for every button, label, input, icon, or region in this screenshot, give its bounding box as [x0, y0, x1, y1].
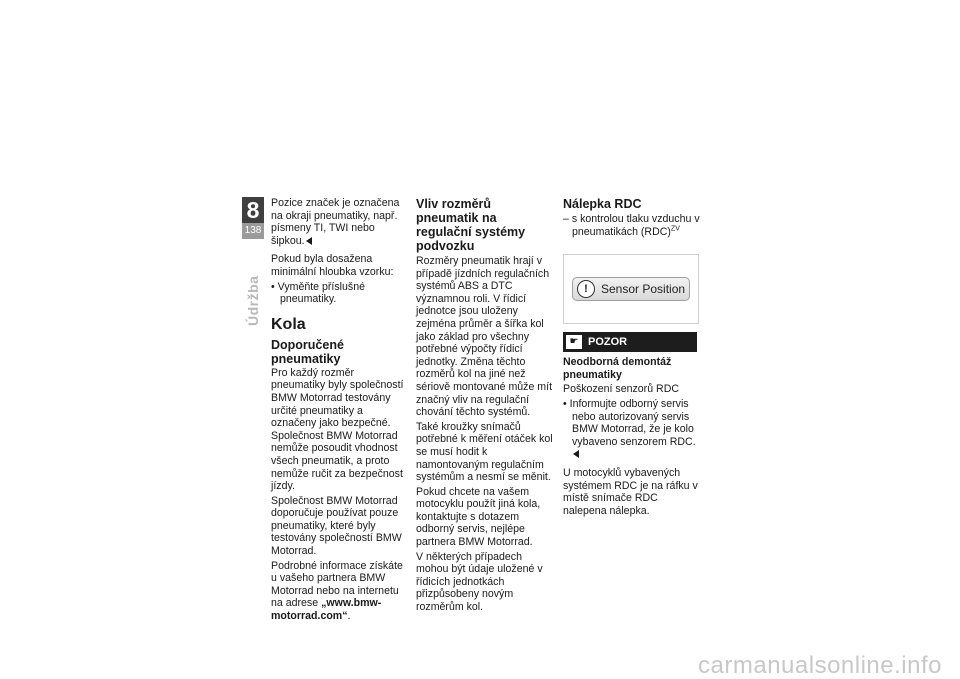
paragraph: Také kroužky snímačů potřebné k měření otáček kol se musí hodit k namontovaným regulačním systémům a nesmí se měnit. — [416, 420, 553, 484]
column-1 — [271, 197, 409, 625]
warning-exclamation-icon: ! — [577, 280, 595, 298]
sensor-display — [572, 277, 690, 301]
chapter-title: Údržba — [245, 275, 261, 326]
bullet-item: • Vyměňte příslušné pneumatiky. — [271, 280, 365, 306]
column-2 — [416, 197, 554, 616]
dash-item: – s kontrolou tlaku vzduchu v pneumatikách (RDC)$^{ZV}$ — [563, 213, 700, 238]
paragraph: Pokud byla dosažena minimální hloubka vzorku: — [271, 253, 394, 278]
option-superscript: ZV — [670, 225, 680, 233]
end-mark-icon — [573, 450, 579, 458]
subsection-heading-recommended: Doporučené pneumatiky — [271, 337, 344, 366]
page-number: 138 — [242, 223, 264, 239]
website-link[interactable]: „www.bmw-motorrad.com“ — [271, 597, 382, 623]
chapter-number: 8 — [242, 197, 264, 223]
section-heading-tire-size: Vliv rozměrů pneumatik na regulační systémy podvozku — [416, 197, 526, 253]
bullet-item: • Informujte odborný servis nebo autorizovaný servis BMW Motorrad, že je kolo vybaveno senzorem RDC. — [563, 398, 701, 461]
paragraph: Společnost BMW Motorrad doporučuje používat pouze pneumatiky, které byly testovány společností BMW Motorrad. — [271, 494, 402, 558]
paragraph: Pro každý rozměr pneumatiky byly společností BMW Motorrad testovány určité pneumatiky a označeny jako bezpečné. Společnost BMW Motorrad nemůže posoudit vhodnost všech pneumatik, a proto nemůže ručit za bezpečnost jízdy. — [271, 366, 404, 493]
warning-title: Neodborná demontáž pneumatiky — [563, 356, 672, 381]
warning-label: POZOR — [588, 335, 628, 348]
column-3 — [563, 197, 701, 519]
end-mark-icon — [306, 237, 312, 245]
paragraph: Podrobné informace získáte u vašeho partnera BMW Motorrad nebo na internetu na adrese „www.bmw-motorrad.com“. — [271, 559, 403, 623]
sensor-position-figure — [563, 254, 699, 324]
paragraph: Pokud chcete na vašem motocyklu použít jiná kola, kontaktujte s dotazem odborný servis, nejlépe partnera BMW Motorrad. — [416, 485, 541, 549]
watermark: carmanualsonline.info — [698, 652, 942, 679]
warning-subtitle: Poškození senzorů RDC — [563, 383, 679, 396]
section-heading-kola: Kola — [271, 315, 306, 333]
chapter-tab — [242, 197, 264, 239]
paragraph: V některých případech mohou být údaje uložené v řídicích jednotkách přizpůsobeny novým rozměrům kol. — [416, 550, 543, 614]
paragraph: U motocyklů vybavených systémem RDC je na ráfku v místě snímače RDC nalepena nálepka. — [563, 466, 698, 517]
warning-banner — [563, 332, 697, 352]
sensor-position-text: Sensor Position — [601, 281, 686, 296]
paragraph: Rozměry pneumatik hrají v případě jízdních regulačních systémů ABS a DTC významnou roli. V řídicí jednotce jsou uloženy zejména průměr a šířka kol jako základ pro všechny potřebné výpočty řídicí jednotky. Změna těchto rozměrů kol na jiné než sériově montované může mít značný vliv na regulační chování těchto systémů. — [416, 255, 553, 419]
paragraph: Pozice značek je označena na okraji pneumatiky, např. písmeny TI, TWI nebo šipkou. — [271, 197, 400, 247]
section-heading-rdc-sticker: Nálepka RDC — [563, 197, 642, 211]
hand-caution-icon: ☛ — [566, 335, 582, 349]
